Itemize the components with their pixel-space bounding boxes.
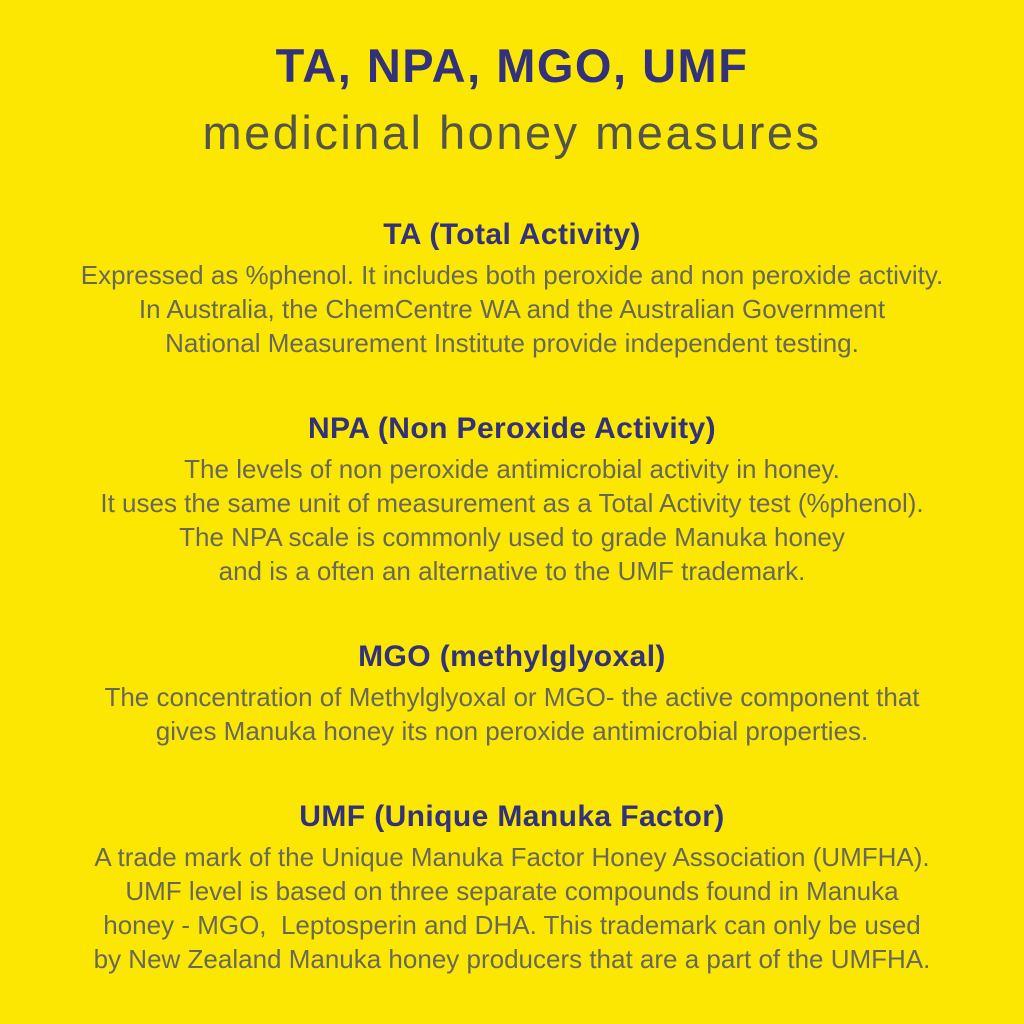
section-npa — [0, 410, 1024, 588]
section-umf-heading: UMF (Unique Manuka Factor) — [299, 800, 725, 833]
section-npa-line: and is a often an alternative to the UMF trademark. — [218, 556, 806, 586]
page-subtitle: medicinal honey measures — [202, 106, 822, 159]
section-ta-line: National Measurement Institute provide independent testing. — [165, 328, 859, 358]
section-npa-line: The NPA scale is commonly used to grade Manuka honey — [179, 522, 845, 552]
section-umf-line: UMF level is based on three separate compounds found in Manuka — [125, 876, 899, 906]
section-mgo-line: The concentration of Methylglyoxal or MGO- the active component that — [104, 682, 920, 712]
section-umf-line: A trade mark of the Unique Manuka Factor Honey Association (UMFHA). — [94, 842, 930, 872]
section-ta-line: Expressed as %phenol. It includes both peroxide and non peroxide activity. — [80, 260, 944, 290]
section-npa-line: It uses the same unit of measurement as a Total Activity test (%phenol). — [100, 488, 924, 518]
section-mgo-heading: MGO (methylglyoxal) — [358, 640, 666, 673]
section-mgo-line: gives Manuka honey its non peroxide antimicrobial properties. — [155, 716, 869, 746]
section-mgo — [0, 638, 1024, 748]
page-title: TA, NPA, MGO, UMF — [275, 39, 749, 92]
section-ta — [0, 216, 1024, 360]
section-npa-line: The levels of non peroxide antimicrobial activity in honey. — [184, 454, 840, 484]
section-ta-heading: TA (Total Activity) — [383, 218, 641, 251]
section-umf-line: by New Zealand Manuka honey producers that are a part of the UMFHA. — [93, 944, 931, 974]
section-ta-line: In Australia, the ChemCentre WA and the Australian Government — [138, 294, 886, 324]
section-umf-line: honey - MGO, Leptosperin and DHA. This trademark can only be used — [103, 910, 921, 940]
section-npa-heading: NPA (Non Peroxide Activity) — [307, 412, 717, 445]
section-umf — [0, 798, 1024, 976]
